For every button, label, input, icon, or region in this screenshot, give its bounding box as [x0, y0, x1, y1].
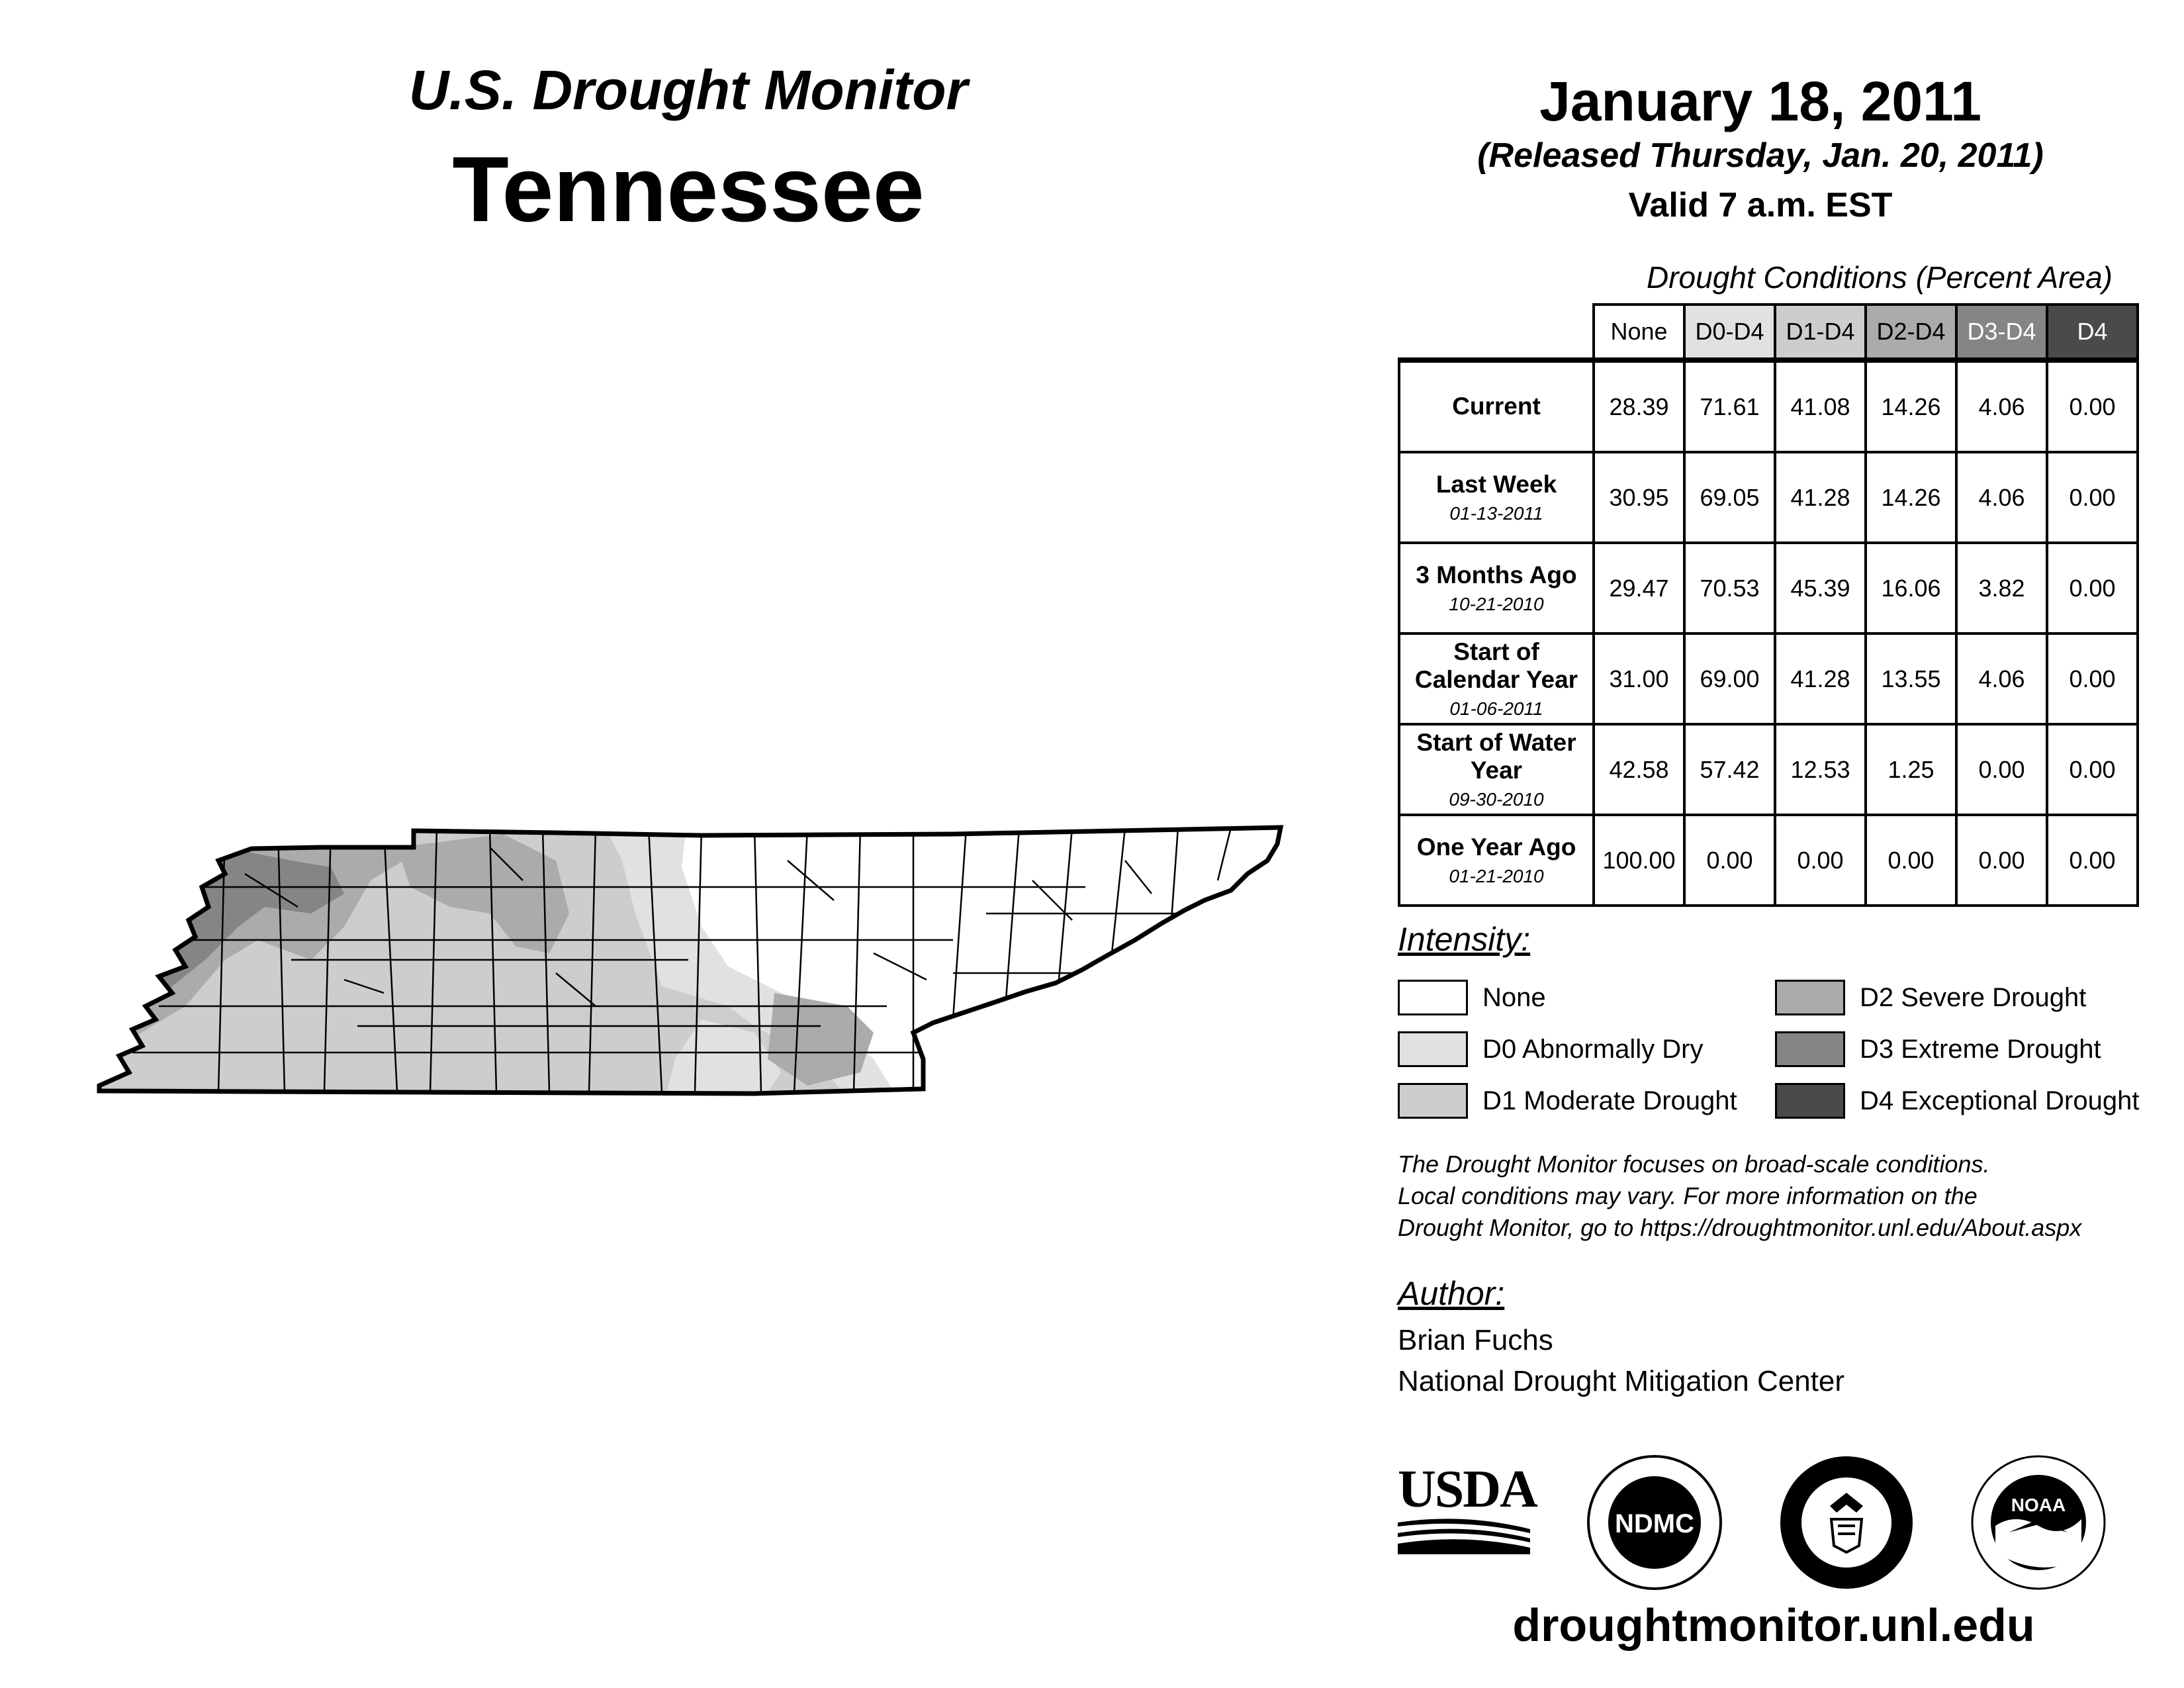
- legend-item: [1775, 1031, 2101, 1067]
- table-cell: 41.28: [1775, 452, 1866, 543]
- table-cell: 0.00: [2047, 724, 2138, 815]
- col-header: None: [1594, 305, 1684, 360]
- table-cell: 28.39: [1594, 360, 1684, 452]
- table-cell: 0.00: [1956, 815, 2047, 906]
- col-header: D4: [2047, 305, 2138, 360]
- header-blank: [1399, 305, 1594, 360]
- table-cell: 100.00: [1594, 815, 1684, 906]
- table-row: [1399, 724, 2138, 815]
- legend-label: None: [1482, 982, 1546, 1012]
- row-date: 09-30-2010: [1449, 788, 1544, 810]
- website-url[interactable]: droughtmonitor.unl.edu: [1512, 1599, 2035, 1651]
- table-cell: 71.61: [1684, 360, 1775, 452]
- table-cell: 0.00: [1775, 815, 1866, 906]
- table-cell: 14.26: [1866, 452, 1956, 543]
- table-cell: 0.00: [2047, 633, 2138, 724]
- table-cell: 31.00: [1594, 633, 1684, 724]
- legend: [1398, 980, 2184, 1132]
- row-date: 01-21-2010: [1449, 865, 1544, 886]
- legend-swatch: [1398, 1083, 1468, 1119]
- note-line: Local conditions may vary. For more information on the: [1398, 1182, 1978, 1209]
- legend-swatch: [1398, 980, 1468, 1015]
- row-label-text: Last Week: [1435, 471, 1557, 498]
- col-header: D3-D4: [1956, 305, 2047, 360]
- row-date: 10-21-2010: [1449, 593, 1544, 614]
- table-cell: 41.28: [1775, 633, 1866, 724]
- table-cell: 0.00: [1684, 815, 1775, 906]
- table-row: [1399, 815, 2138, 906]
- commerce-seal-logo: [1777, 1453, 1916, 1592]
- table-cell: 42.58: [1594, 724, 1684, 815]
- state-title: Tennessee: [452, 137, 925, 241]
- table-cell: 1.25: [1866, 724, 1956, 815]
- table-cell: 0.00: [1866, 815, 1956, 906]
- table-cell: 4.06: [1956, 360, 2047, 452]
- table-cell: 0.00: [2047, 452, 2138, 543]
- usda-logo-text: USDA: [1398, 1460, 1537, 1519]
- col-header: D1-D4: [1775, 305, 1866, 360]
- legend-swatch: [1775, 1031, 1845, 1067]
- table-cell: 0.00: [1956, 724, 2047, 815]
- table-row: [1399, 452, 2138, 543]
- table-cell: 0.00: [2047, 543, 2138, 633]
- author-name: Brian Fuchs: [1398, 1324, 1553, 1356]
- noaa-logo-text: NOAA: [2011, 1495, 2066, 1515]
- table-title: Drought Conditions (Percent Area): [1647, 260, 2113, 295]
- row-label: [1399, 815, 1594, 906]
- table-cell: 69.00: [1684, 633, 1775, 724]
- legend-label: D1 Moderate Drought: [1482, 1086, 1737, 1115]
- release-date: (Released Thursday, Jan. 20, 2011): [1477, 136, 2044, 175]
- tennessee-drought-map: [93, 808, 1297, 1112]
- legend-swatch: [1775, 1083, 1845, 1119]
- info-note: [1398, 1149, 2179, 1244]
- legend-swatch: [1775, 980, 1845, 1015]
- map-date: January 18, 2011: [1539, 70, 1981, 132]
- row-label-text: Current: [1452, 393, 1541, 420]
- row-label-text: 3 Months Ago: [1416, 561, 1577, 589]
- table-cell: 70.53: [1684, 543, 1775, 633]
- table-header-row: [1399, 305, 2138, 360]
- row-label-text: Start of Calendar Year: [1414, 637, 1578, 694]
- row-date: 01-06-2011: [1449, 698, 1543, 719]
- col-header: D0-D4: [1684, 305, 1775, 360]
- legend-heading: Intensity:: [1398, 921, 1531, 958]
- legend-swatch: [1398, 1031, 1468, 1067]
- row-label-text: Start of Water Year: [1416, 728, 1576, 784]
- table-row: [1399, 543, 2138, 633]
- drought-conditions-table: [1398, 303, 2139, 907]
- row-label: [1399, 543, 1594, 633]
- ndmc-logo-text: NDMC: [1615, 1509, 1694, 1538]
- noaa-logo: [1969, 1453, 2108, 1592]
- table-cell: 0.00: [2047, 815, 2138, 906]
- table-cell: 57.42: [1684, 724, 1775, 815]
- note-line: The Drought Monitor focuses on broad-scale conditions.: [1398, 1150, 1990, 1178]
- legend-label: D0 Abnormally Dry: [1482, 1034, 1704, 1064]
- row-label: [1399, 724, 1594, 815]
- table-row: [1399, 633, 2138, 724]
- monitor-title: U.S. Drought Monitor: [408, 59, 968, 121]
- col-header: D2-D4: [1866, 305, 1956, 360]
- table-cell: 69.05: [1684, 452, 1775, 543]
- legend-item: [1398, 980, 1546, 1015]
- legend-item: [1775, 980, 2086, 1015]
- table-cell: 14.26: [1866, 360, 1956, 452]
- legend-label: D3 Extreme Drought: [1860, 1034, 2101, 1064]
- table-cell: 3.82: [1956, 543, 2047, 633]
- table-cell: 16.06: [1866, 543, 1956, 633]
- author-org: National Drought Mitigation Center: [1398, 1365, 1845, 1397]
- row-label-text: One Year Ago: [1416, 833, 1576, 861]
- legend-item: [1398, 1083, 1737, 1119]
- row-date: 01-13-2011: [1449, 502, 1543, 524]
- table-cell: 13.55: [1866, 633, 1956, 724]
- table-cell: 45.39: [1775, 543, 1866, 633]
- legend-label: D4 Exceptional Drought: [1860, 1086, 2140, 1115]
- legend-item: [1775, 1083, 2139, 1119]
- table-cell: 0.00: [2047, 360, 2138, 452]
- table-cell: 4.06: [1956, 633, 2047, 724]
- row-label: [1399, 633, 1594, 724]
- legend-label: D2 Severe Drought: [1860, 982, 2087, 1012]
- usda-hills-icon: [1398, 1516, 1530, 1556]
- table-cell: 4.06: [1956, 452, 2047, 543]
- row-label: [1399, 452, 1594, 543]
- legend-item: [1398, 1031, 1703, 1067]
- table-cell: 41.08: [1775, 360, 1866, 452]
- row-label: [1399, 360, 1594, 452]
- ndmc-logo: [1585, 1453, 1724, 1592]
- table-cell: 29.47: [1594, 543, 1684, 633]
- table-row: [1399, 360, 2138, 452]
- valid-time: Valid 7 a.m. EST: [1628, 186, 1893, 224]
- author-heading: Author:: [1398, 1275, 1505, 1312]
- note-line: Drought Monitor, go to https://droughtmonitor.unl.edu/About.aspx: [1398, 1214, 2082, 1241]
- usda-logo: [1398, 1460, 1537, 1562]
- table-cell: 12.53: [1775, 724, 1866, 815]
- table-cell: 30.95: [1594, 452, 1684, 543]
